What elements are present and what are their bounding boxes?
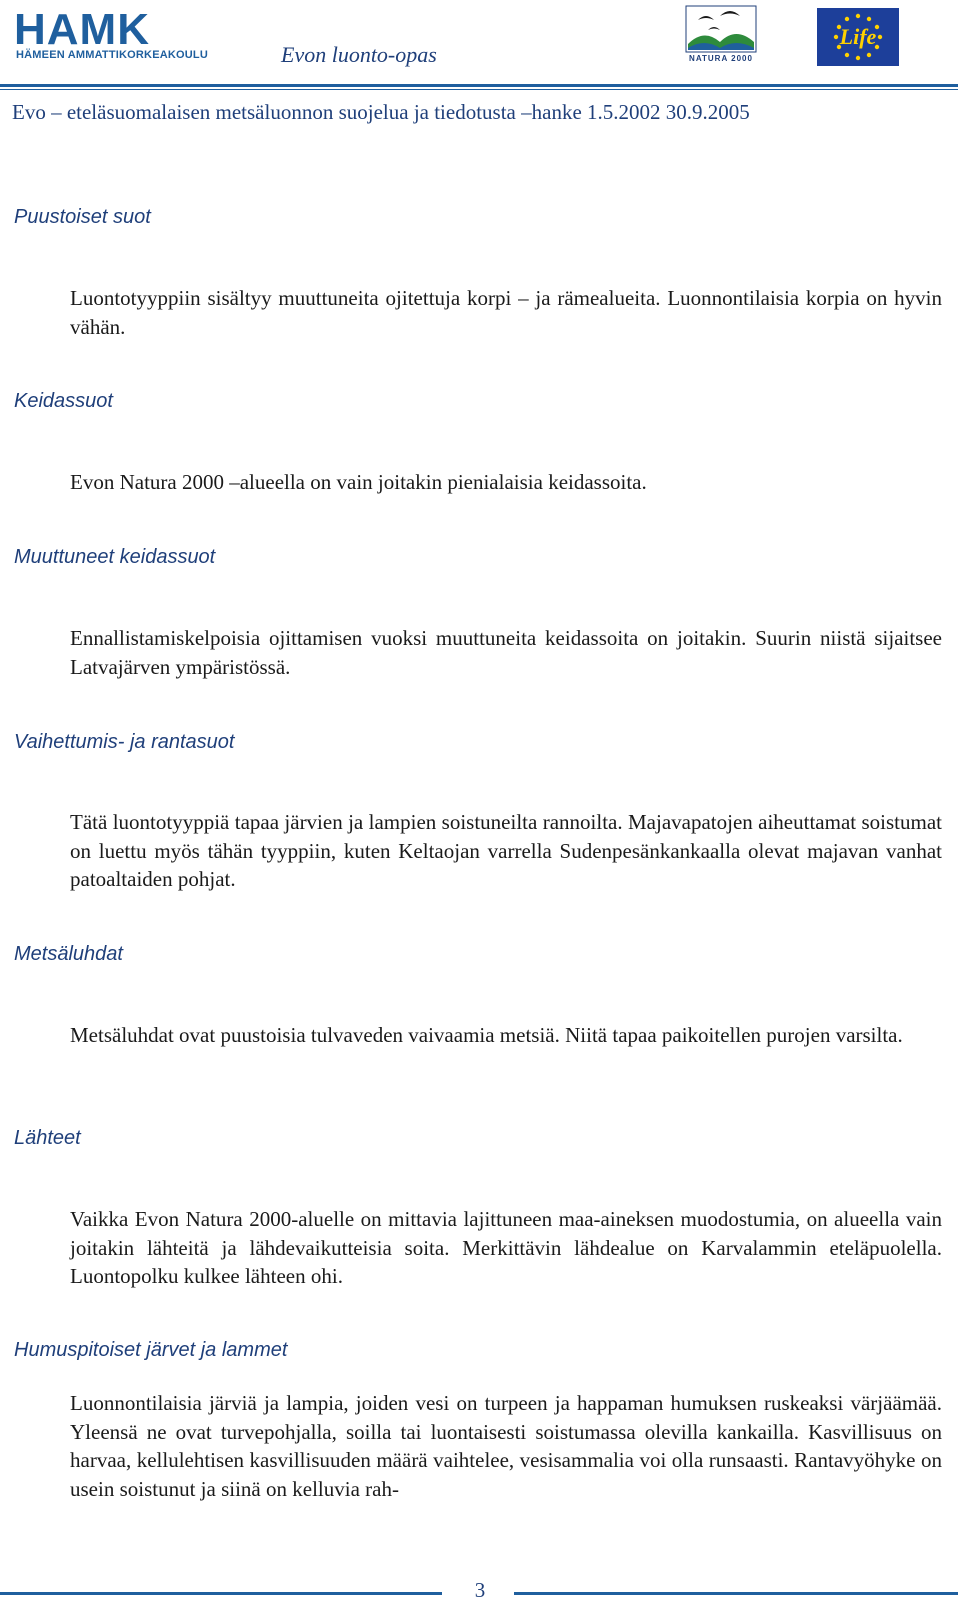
section-heading: Humuspitoiset järvet ja lammet	[14, 1339, 288, 1361]
natura-bird-icon	[684, 4, 758, 54]
hamk-logo	[14, 5, 208, 62]
hamk-logo-subtitle: HÄMEEN AMMATTIKORKEAKOULU	[16, 49, 208, 61]
natura-2000-logo	[684, 4, 758, 66]
section-heading: Keidassuot	[14, 390, 113, 412]
header-divider-thin	[0, 89, 958, 90]
section-heading: Lähteet	[14, 1127, 81, 1149]
document-header	[0, 0, 960, 96]
guide-title: Evon luonto-opas	[281, 42, 437, 67]
section-paragraph: Metsäluhdat ovat puustoisia tulvaveden vaivaamia metsiä. Niitä tapaa paikoitellen purojen varsilta.	[70, 1023, 903, 1047]
life-logo-text: Life	[839, 24, 877, 49]
hamk-logo-wordmark: HAMK	[14, 5, 150, 54]
section-paragraph: Evon Natura 2000 –alueella on vain joitakin pienialaisia keidassoita.	[70, 470, 647, 494]
natura-logo-text: NATURA 2000	[689, 54, 753, 63]
section-paragraph: Luontotyyppiin sisältyy muuttuneita ojitettuja korpi – ja rämealueita. Luonnontilaisia korpia on hyvin vähän.	[70, 286, 942, 339]
page-number: 3	[474, 1578, 486, 1602]
eu-life-logo	[817, 8, 899, 66]
section-paragraph: Ennallistamiskelpoisia ojittamisen vuoksi muuttuneita keidassoita on joitakin. Suurin niistä sijaitsee Latvajärven ympäristössä.	[70, 626, 942, 679]
section-paragraph: Tätä luontotyyppiä tapaa järvien ja lampien soistuneilta rannoilta. Majavapatojen aiheuttamat soistumat on luettu myös tähän tyyppiin, kuten Keltaojan varrella Sudenpesänkankaalla olevat majavan vanhat patoaltaiden pohjat.	[70, 810, 942, 891]
section-heading: Vaihettumis- ja rantasuot	[14, 731, 235, 753]
section-paragraph: Vaikka Evon Natura 2000-aluelle on mittavia lajittuneen maa-aineksen muodostumia, on alueella vain joitakin lähteitä ja lähdevaikutteisia soita. Merkittävin lähdealue on Karvalammin eteläpuolella. Luontopolku kulkee lähteen ohi.	[70, 1207, 942, 1288]
project-description: Evo – eteläsuomalaisen metsäluonnon suojelua ja tiedotusta –hanke 1.5.2002 30.9.2005	[12, 100, 750, 124]
section-paragraph: Luonnontilaisia järviä ja lampia, joiden vesi on turpeen ja happaman humuksen ruskeaksi värjäämää. Yleensä ne ovat turvepohjalla, soilla tai luontaisesti soistumassa olevilla kankailla. Kasvillisuus on harvaa, kellulehtisen kasvillisuuden määrä vaihtelee, vesisammalia voi olla runsaasti. Rantavyöhyke on usein soistunut ja siinä on kelluvia rah-	[70, 1391, 942, 1501]
section-heading: Muuttuneet keidassuot	[14, 546, 216, 568]
section-heading: Metsäluhdat	[14, 943, 123, 965]
header-divider-thick	[0, 84, 958, 87]
footer-divider-left	[0, 1592, 442, 1595]
section-heading: Puustoiset suot	[14, 206, 151, 228]
footer-divider-right	[514, 1592, 958, 1595]
